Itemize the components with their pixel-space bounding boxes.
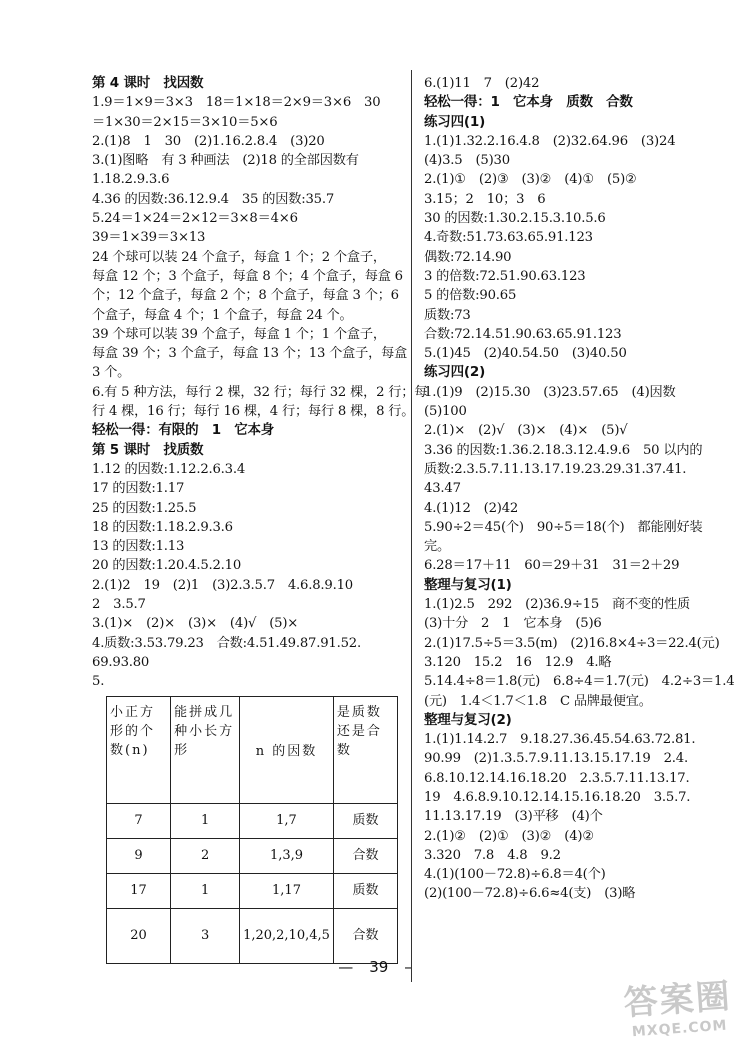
- table-header-label: 能拼成几种小长方形: [174, 704, 235, 758]
- section-heading: 整理与复习(1): [424, 576, 512, 593]
- table-cell: 20: [107, 908, 171, 963]
- answer-line: 3.36 的因数:1.36.2.18.3.12.4.9.6 50 以内的: [424, 442, 703, 458]
- section-heading: 练习四(2): [424, 364, 486, 381]
- answer-line: 1.(1)9 (2)15.30 (3)23.57.65 (4)因数: [424, 384, 676, 400]
- watermark-line2: MXQE.COM: [631, 1017, 728, 1041]
- section-heading: 第 5 课时 找质数: [92, 441, 204, 458]
- answer-line: 39＝1×39＝3×13: [92, 230, 206, 246]
- answer-line: 4.(1)(100－72.8)÷6.8＝4(个): [424, 867, 606, 883]
- answer-line: 4.奇数:51.73.63.65.91.123: [424, 230, 593, 246]
- table-header-label: 是质数还是合数: [336, 704, 382, 758]
- answer-line: 行 4 棵，16 行；每行 16 棵，4 行；每行 8 棵，8 行。: [92, 404, 415, 420]
- answer-line: 2.(1)8 1 30 (2)1.16.2.8.4 (3)20: [92, 133, 325, 149]
- answer-line: 39 个球可以装 39 个盒子，每盒 1 个；1 个盒子，: [92, 326, 386, 342]
- table-cell: 1,7: [240, 803, 334, 838]
- answer-line: 质数:2.3.5.7.11.13.17.19.23.29.31.37.41.: [424, 461, 687, 477]
- table-cell: 质数: [333, 873, 397, 908]
- table-cell: 1,17: [240, 873, 334, 908]
- answer-line: (3)十分 2 1 它本身 (5)6: [424, 616, 602, 632]
- page-dash-left: —: [338, 958, 354, 976]
- answer-line: 24 个球可以装 24 个盒子，每盒 1 个；2 个盒子，: [92, 249, 386, 265]
- table-row: [107, 908, 398, 963]
- answer-line: 每盒 12 个；3 个盒子，每盒 8 个；4 个盒子，每盒 6: [92, 268, 403, 284]
- table-header-cell: [171, 696, 240, 803]
- answer-line: 5.(1)45 (2)40.54.50 (3)40.50: [424, 346, 627, 362]
- answer-line: (5)100: [424, 404, 467, 420]
- answer-line: 43.47: [424, 481, 461, 497]
- answer-line: 偶数:72.14.90: [424, 249, 512, 265]
- table-cell: 7: [107, 803, 171, 838]
- table-header-label: 小正方形的个数(n): [110, 704, 156, 758]
- answer-line: 13 的因数:1.13: [92, 539, 185, 555]
- answer-line: ＝1×30＝2×15＝3×10＝5×6: [92, 114, 278, 130]
- answer-line: 5.90÷2＝45(个) 90÷5＝18(个) 都能刚好装: [424, 519, 703, 535]
- table-cell: 1: [171, 803, 240, 838]
- answer-line: 6.28＝17＋11 60＝29＋31 31＝2＋29: [424, 558, 680, 574]
- left-column: [92, 74, 428, 964]
- section-heading: 轻松一得：有限的 1 它本身: [92, 422, 275, 439]
- answer-line: 4.36 的因数:36.12.9.4 35 的因数:35.7: [92, 191, 335, 207]
- answer-line: (元) 1.4＜1.7＜1.8 C 品牌最便宜。: [424, 693, 652, 709]
- answer-line: 1.9＝1×9＝3×3 18＝1×18＝2×9＝3×6 30: [92, 95, 381, 111]
- column-divider: [411, 70, 412, 982]
- answer-line: 2.(1)① (2)③ (3)② (4)① (5)②: [424, 172, 637, 188]
- table-cell: 9: [107, 838, 171, 873]
- right-column: [424, 74, 735, 904]
- table-header-cell: [107, 696, 171, 803]
- watermark-logo: [622, 968, 734, 1040]
- answer-line: 18 的因数:1.18.2.9.3.6: [92, 519, 233, 535]
- answer-line: 个；12 个盒子，每盒 2 个；8 个盒子，每盒 3 个；6: [92, 288, 399, 304]
- watermark-line1: 答案圈: [622, 976, 733, 1024]
- answer-line: 3.15；2 10；3 6: [424, 191, 546, 207]
- answer-line: 3 个。: [92, 365, 131, 381]
- answer-line: 个盒子，每盒 4 个；1 个盒子，每盒 24 个。: [92, 307, 353, 323]
- answer-line: 6.8.10.12.14.16.18.20 2.3.5.7.11.13.17.: [424, 770, 690, 786]
- page-dash-right: –: [404, 958, 412, 976]
- answer-line: (2)(100－72.8)÷6.6≈4(支) (3)略: [424, 886, 636, 902]
- answer-line: 2.(1)17.5÷5＝3.5(m) (2)16.8×4÷3＝22.4(元): [424, 635, 720, 651]
- answer-line: 2.(1)× (2)√ (3)× (4)× (5)√: [424, 423, 628, 439]
- page-number-footer: [0, 958, 750, 976]
- answer-line: 合数:72.14.51.90.63.65.91.123: [424, 326, 622, 342]
- answer-line: 3.320 7.8 4.8 9.2: [424, 847, 561, 863]
- answer-line: 2.(1)2 19 (2)1 (3)2.3.5.7 4.6.8.9.10: [92, 577, 353, 593]
- answer-line: 5.14.4÷8＝1.8(元) 6.8÷4＝1.7(元) 4.2÷3＝1.4: [424, 674, 735, 690]
- answer-line: 1.(1)1.14.2.7 9.18.27.36.45.54.63.72.81.: [424, 732, 696, 748]
- table-cell: 17: [107, 873, 171, 908]
- answer-line: 完。: [424, 539, 450, 555]
- table-header-cell: [333, 696, 397, 803]
- answer-line: 1.18.2.9.3.6: [92, 172, 170, 188]
- table-header-label: n 的因数: [255, 744, 318, 759]
- answer-line: 3 的倍数:72.51.90.63.123: [424, 268, 586, 284]
- number-table: [106, 696, 398, 964]
- answer-line: 3.(1)图略 有 3 种画法 (2)18 的全部因数有: [92, 153, 359, 169]
- table-cell: 合数: [333, 908, 397, 963]
- answer-line: 5.: [92, 674, 105, 690]
- section-heading: 整理与复习(2): [424, 711, 512, 728]
- table-row: [107, 803, 398, 838]
- answer-line: 5.24＝1×24＝2×12＝3×8＝4×6: [92, 211, 298, 227]
- answer-line: 2 3.5.7: [92, 597, 146, 613]
- answer-line: 20 的因数:1.20.4.5.2.10: [92, 558, 242, 574]
- answer-line: 30 的因数:1.30.2.15.3.10.5.6: [424, 211, 606, 227]
- section-heading: 第 4 课时 找因数: [92, 75, 204, 91]
- answer-line: 17 的因数:1.17: [92, 481, 185, 497]
- answer-line: 1.(1)2.5 292 (2)36.9÷15 商不变的性质: [424, 597, 690, 613]
- table-cell: 3: [171, 908, 240, 963]
- answer-line: 4.(1)12 (2)42: [424, 500, 519, 516]
- table-cell: 1,20,2,10,4,5: [240, 908, 334, 963]
- answer-line: 每盒 39 个；3 个盒子，每盒 13 个；13 个盒子，每盒: [92, 346, 408, 362]
- answer-line: 4.质数:3.53.79.23 合数:4.51.49.87.91.52.: [92, 635, 361, 651]
- page-number: 39: [369, 958, 389, 976]
- answer-line: 3.120 15.2 16 12.9 4.略: [424, 654, 612, 670]
- table-cell: 合数: [333, 838, 397, 873]
- answer-line: 90.99 (2)1.3.5.7.9.11.13.15.17.19 2.4.: [424, 751, 688, 767]
- answer-line: 25 的因数:1.25.5: [92, 500, 197, 516]
- answer-line: 1.(1)1.32.2.16.4.8 (2)32.64.96 (3)24: [424, 133, 676, 149]
- answer-line: 11.13.17.19 (3)平移 (4)个: [424, 809, 603, 825]
- table-cell: 1: [171, 873, 240, 908]
- answer-line: 5 的倍数:90.65: [424, 288, 517, 304]
- answer-line: 6.有 5 种方法，每行 2 棵，32 行；每行 32 棵，2 行；每: [92, 384, 428, 400]
- answer-line: 质数:73: [424, 307, 471, 323]
- table-cell: 质数: [333, 803, 397, 838]
- answer-line: 1.12 的因数:1.12.2.6.3.4: [92, 461, 246, 477]
- answer-line: 69.93.80: [92, 654, 150, 670]
- table-header-cell: [240, 696, 334, 803]
- answer-line: 2.(1)② (2)① (3)② (4)②: [424, 828, 594, 844]
- answer-line: 6.(1)11 7 (2)42: [424, 76, 540, 91]
- answer-line: 3.(1)× (2)× (3)× (4)√ (5)×: [92, 616, 299, 632]
- table-cell: 1,3,9: [240, 838, 334, 873]
- answer-line: 19 4.6.8.9.10.12.14.15.16.18.20 3.5.7.: [424, 789, 691, 805]
- table-row: [107, 838, 398, 873]
- section-heading: 练习四(1): [424, 113, 486, 130]
- table-cell: 2: [171, 838, 240, 873]
- section-heading: 轻松一得：1 它本身 质数 合数: [424, 94, 633, 111]
- table-row: [107, 873, 398, 908]
- answer-line: (4)3.5 (5)30: [424, 153, 510, 169]
